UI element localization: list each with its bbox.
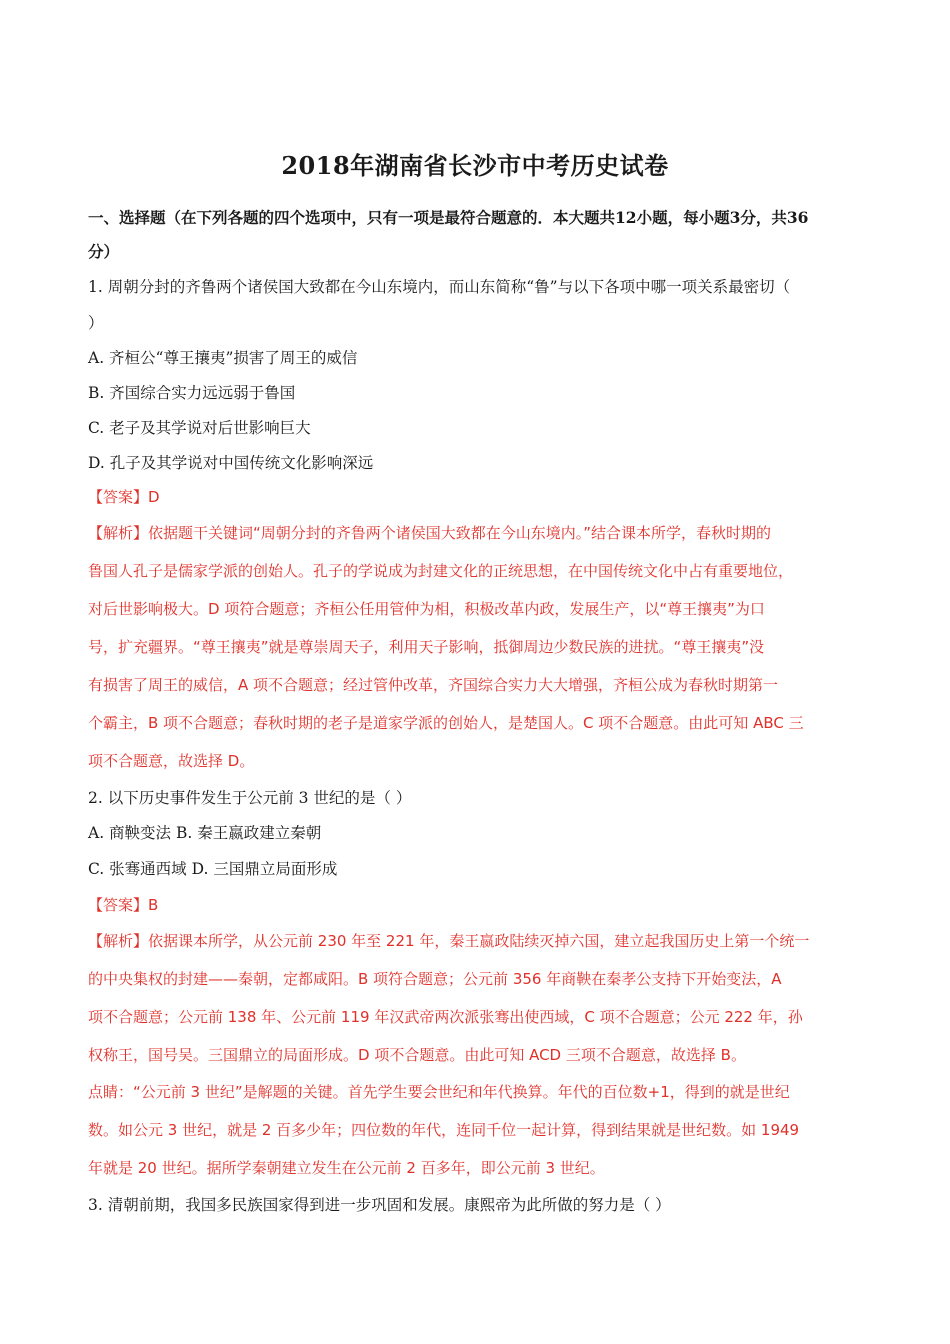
q2-options-row2: C. 张骞通西域 D. 三国鼎立局面形成 — [88, 860, 338, 878]
q3-stem: 3. 清朝前期，我国多民族国家得到进一步巩固和发展。康熙帝为此所做的努力是（ ） — [88, 1196, 671, 1214]
q1-analysis-line: 对后世影响极大。D 项符合题意；齐桓公任用管仲为相，积极改革内政，发展生产，以“尊王攘夷”为口 — [88, 600, 765, 618]
q2-analysis-line: 的中央集权的封建——秦朝，定都咸阳。B 项符合题意；公元前 356 年商鞅在秦孝公支持下开始变法，A — [88, 970, 782, 988]
q1-analysis-line: 鲁国人孔子是儒家学派的创始人。孔子的学说成为封建文化的正统思想，在中国传统文化中占有重要地位， — [88, 562, 794, 580]
q1-analysis-line: 【解析】依据题干关键词“周朝分封的齐鲁两个诸侯国大致都在今山东境内。”结合课本所学，春秋时期的 — [88, 524, 772, 542]
q1-stem-cont: ） — [88, 314, 104, 332]
q2-tip-line: 年就是 20 世纪。据所学秦朝建立发生在公元前 2 百多年，即公元前 3 世纪。 — [88, 1159, 605, 1177]
q1-stem: 1. 周朝分封的齐鲁两个诸侯国大致都在今山东境内，而山东简称“鲁”与以下各项中哪一项关系最密切（ — [88, 278, 791, 296]
q1-option-c: C. 老子及其学说对后世影响巨大 — [88, 419, 311, 437]
q2-options-row1: A. 商鞅变法 B. 秦王嬴政建立秦朝 — [88, 824, 322, 842]
q2-tip-line: 数。如公元 3 世纪，就是 2 百多少年；四位数的年代，连同千位一起计算，得到结果就是世纪数。如 1949 — [88, 1121, 800, 1139]
q1-option-d: D. 孔子及其学说对中国传统文化影响深远 — [88, 454, 374, 472]
q2-analysis-line: 项不合题意；公元前 138 年、公元前 119 年汉武帝两次派张骞出使西域，C 项不合题意；公元 222 年，孙 — [88, 1008, 803, 1026]
page-title: 2018年湖南省长沙市中考历史试卷 — [281, 151, 669, 180]
q2-tip-line: 点睛：“公元前 3 世纪”是解题的关键。首先学生要会世纪和年代换算。年代的百位数+1，得到的就是世纪 — [88, 1083, 790, 1101]
q1-option-a: A. 齐桓公“尊王攘夷”损害了周王的威信 — [88, 349, 358, 367]
q2-stem: 2. 以下历史事件发生于公元前 3 世纪的是（ ） — [88, 789, 412, 807]
q1-analysis-line: 项不合题意，故选择 D。 — [88, 752, 255, 770]
q1-answer: 【答案】D — [88, 488, 160, 506]
q2-analysis-line: 权称王，国号吴。三国鼎立的局面形成。D 项不合题意。由此可知 ACD 三项不合题意，故选择 B。 — [88, 1046, 746, 1064]
q1-analysis-line: 号，扩充疆界。“尊王攘夷”就是尊崇周天子，利用天子影响，抵御周边少数民族的进扰。“尊王攘夷”没 — [88, 638, 765, 656]
section-heading-cont: 分） — [88, 242, 120, 261]
q1-analysis-line: 有损害了周王的威信，A 项不合题意；经过管仲改革，齐国综合实力大大增强，齐桓公成为春秋时期第一 — [88, 676, 779, 694]
q1-analysis-line: 个霸主，B 项不合题意；春秋时期的老子是道家学派的创始人，是楚国人。C 项不合题意。由此可知 ABC 三 — [88, 714, 804, 732]
q1-option-b: B. 齐国综合实力远远弱于鲁国 — [88, 384, 296, 402]
section-heading: 一、选择题（在下列各题的四个选项中，只有一项是最符合题意的．本大题共12小题，每小题3分，共36 — [88, 208, 809, 227]
q2-analysis-line: 【解析】依据课本所学，从公元前 230 年至 221 年，秦王嬴政陆续灭掉六国，建立起我国历史上第一个统一 — [88, 932, 810, 950]
q2-answer: 【答案】B — [88, 896, 159, 914]
